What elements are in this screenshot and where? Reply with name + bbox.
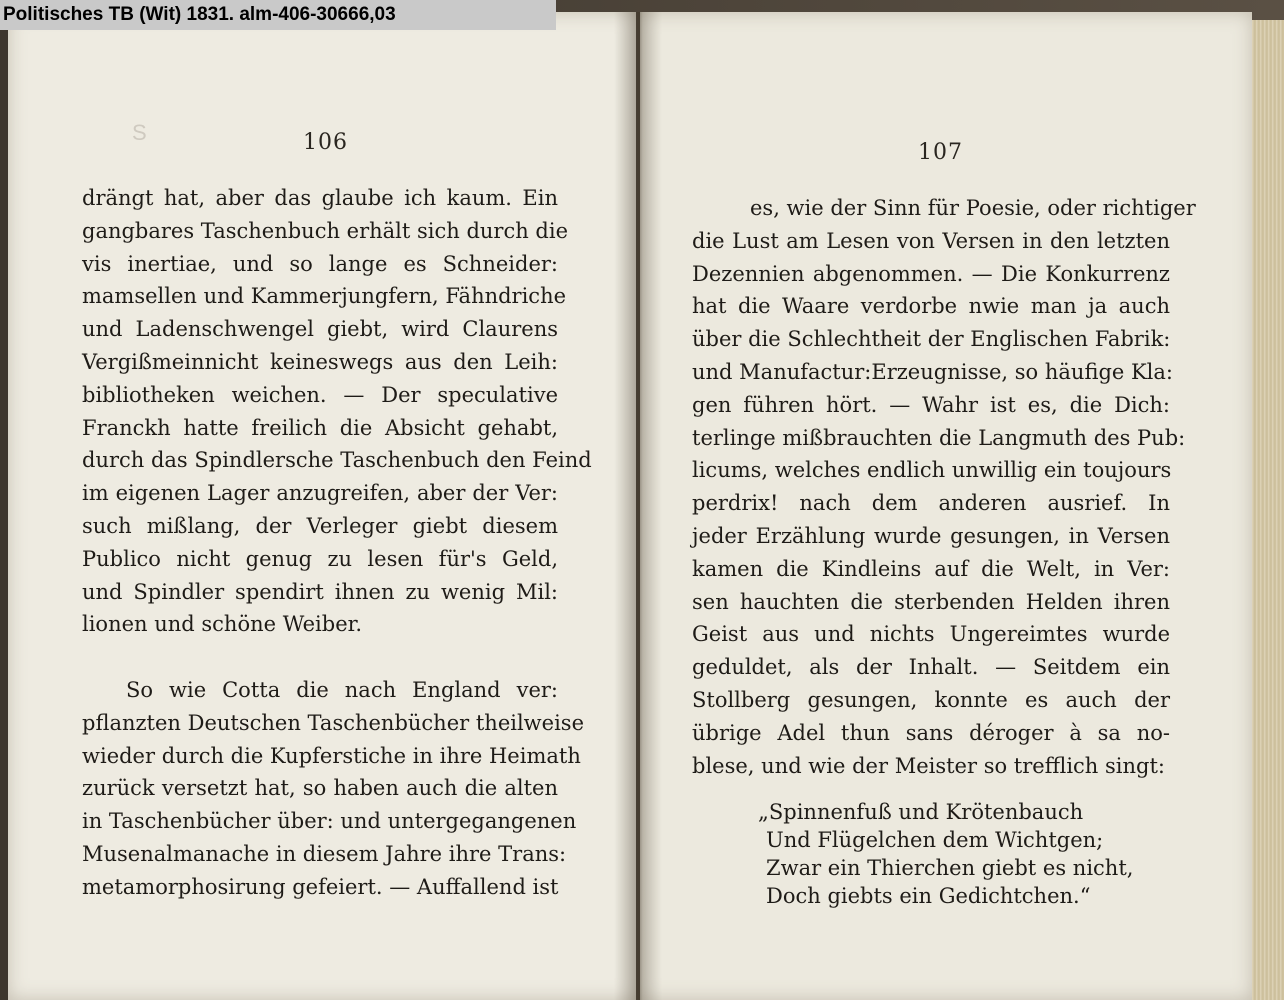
text-line: Publico nicht genug zu lesen für's Geld, bbox=[82, 546, 558, 571]
ghost-mark: S bbox=[132, 120, 147, 145]
text-line: blese, und wie der Meister so trefflich singt: bbox=[692, 753, 1165, 778]
text-line: hat die Waare verdorbe nwie man ja auch bbox=[692, 294, 1170, 319]
left-paragraph-1 bbox=[82, 182, 592, 641]
text-line: geduldet, als der Inhalt. — Seitdem ein bbox=[692, 655, 1170, 680]
verse-line: „Spinnenfuß und Krötenbauch bbox=[758, 800, 1084, 824]
right-page bbox=[640, 12, 1252, 1000]
text-line: und Spindler spendirt ihnen zu wenig Mil: bbox=[82, 579, 558, 604]
left-page bbox=[8, 12, 636, 1000]
text-line: terlinge mißbrauchten die Langmuth des Pub: bbox=[692, 425, 1186, 450]
text-line: und Manufactur:Erzeugnisse, so häufige Kla: bbox=[692, 359, 1173, 384]
text-line: sen hauchten die sterbenden Helden ihren bbox=[692, 589, 1170, 614]
verse-line: Doch giebts ein Gedichtchen.“ bbox=[766, 884, 1091, 908]
text-line: im eigenen Lager anzugreifen, aber der Ver: bbox=[82, 481, 558, 506]
text-line: in Taschenbücher über: und untergegangenen bbox=[82, 809, 577, 834]
text-line: So wie Cotta die nach England ver: bbox=[126, 678, 558, 702]
text-line: zurück versetzt hat, so haben auch die alten bbox=[82, 776, 558, 801]
text-line: durch das Spindlersche Taschenbuch den Feind bbox=[82, 448, 592, 473]
text-line: such mißlang, der Verleger giebt diesem bbox=[82, 513, 558, 538]
text-line: licums, welches endlich unwillig ein toujours bbox=[692, 458, 1172, 483]
text-line: vis inertiae, und so lange es Schneider: bbox=[82, 251, 558, 276]
page-edges bbox=[1248, 20, 1284, 1000]
text-line: wieder durch die Kupferstiche in ihre Heimath bbox=[82, 743, 581, 768]
text-line: bibliotheken weichen. — Der speculative bbox=[82, 382, 558, 407]
text-line: Franckh hatte freilich die Absicht gehabt, bbox=[82, 415, 558, 440]
scan-label: Politisches TB (Wit) 1831. alm-406-30666,03 bbox=[0, 0, 556, 30]
page-number-right: 107 bbox=[918, 140, 963, 165]
text-line: über die Schlechtheit der Englischen Fabrik: bbox=[692, 327, 1171, 352]
left-paragraph-2 bbox=[82, 674, 585, 904]
text-line: mamsellen und Kammerjungfern, Fähndriche bbox=[82, 284, 567, 309]
text-line: pflanzten Deutschen Taschenbücher theilweise bbox=[82, 710, 585, 735]
book-gutter bbox=[614, 12, 662, 1000]
text-line: perdrix! nach dem anderen ausrief. In bbox=[692, 491, 1170, 516]
page-number-left: 106 bbox=[303, 130, 348, 155]
text-line: übrige Adel thun sans déroger à sa no- bbox=[692, 720, 1170, 745]
text-line: Musenalmanache in diesem Jahre ihre Trans: bbox=[82, 841, 567, 866]
text-line: Stollberg gesungen, konnte es auch der bbox=[692, 687, 1170, 712]
text-line: lionen und schöne Weiber. bbox=[82, 612, 363, 637]
text-line: drängt hat, aber das glaube ich kaum. Ein bbox=[82, 186, 558, 210]
verse-line: Und Flügelchen dem Wichtgen; bbox=[766, 828, 1104, 852]
verse-line: Zwar ein Thierchen giebt es nicht, bbox=[766, 856, 1134, 880]
quoted-verse bbox=[758, 798, 1146, 910]
text-line: gen führen hört. — Wahr ist es, die Dich: bbox=[692, 392, 1170, 417]
text-line: jeder Erzählung wurde gesungen, in Versen bbox=[692, 523, 1170, 548]
text-line: es, wie der Sinn für Poesie, oder richtiger bbox=[750, 196, 1196, 220]
text-line: und Ladenschwengel giebt, wird Claurens bbox=[82, 317, 558, 342]
right-paragraph bbox=[692, 192, 1196, 782]
text-line: metamorphosirung gefeiert. — Auffallend ist bbox=[82, 874, 559, 899]
text-line: gangbares Taschenbuch erhält sich durch die bbox=[82, 218, 569, 243]
text-line: kamen die Kindleins auf die Welt, in Ver: bbox=[692, 556, 1170, 581]
text-line: die Lust am Lesen von Versen in den letzten bbox=[692, 228, 1170, 253]
text-line: Vergißmeinnicht keineswegs aus den Leih: bbox=[82, 349, 558, 374]
text-line: Dezennien abgenommen. — Die Konkurrenz bbox=[692, 261, 1170, 286]
text-line: Geist aus und nichts Ungereimtes wurde bbox=[692, 622, 1170, 647]
